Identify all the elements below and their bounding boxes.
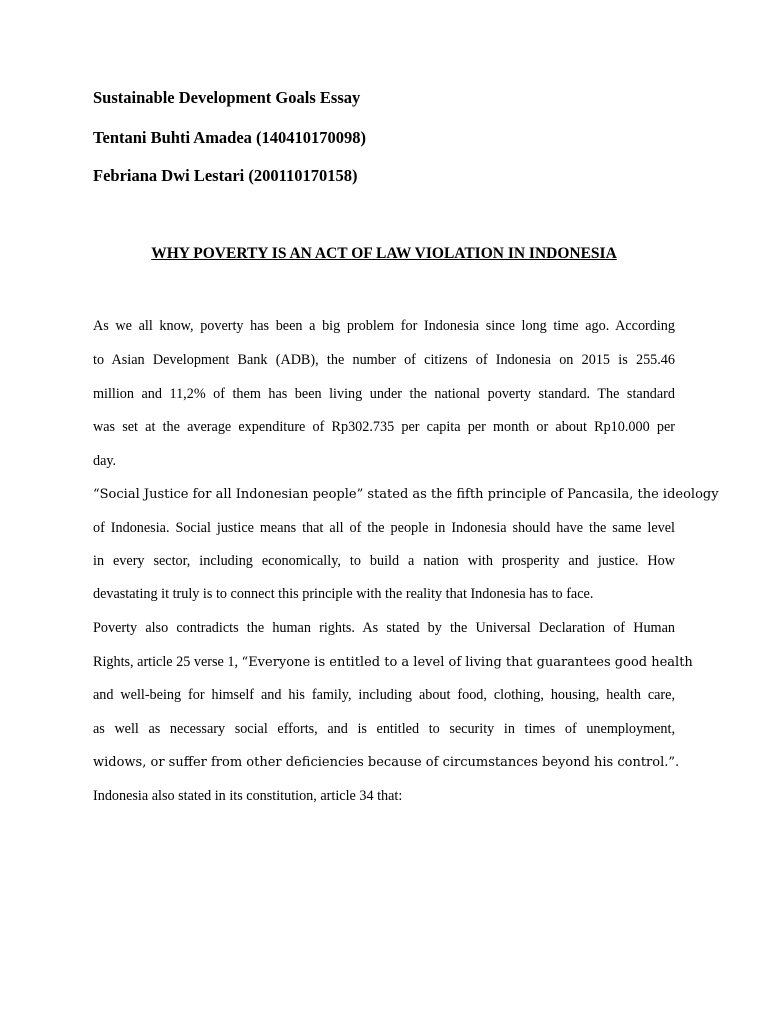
p3-line-2-lead: Rights, article 25 verse 1,	[93, 654, 242, 670]
essay-title: WHY POVERTY IS AN ACT OF LAW VIOLATION IN INDONESIA	[151, 245, 617, 262]
p1-line-2: to Asian Development Bank (ADB), the number of citizens of Indonesia on 2015 is 255.46	[93, 352, 675, 368]
p3-line-2	[93, 653, 693, 672]
p2-line-4: devastating it truly is to connect this principle with the reality that Indonesia has to face.	[93, 586, 594, 602]
p3-line-4: as well as necessary social efforts, and is entitled to security in times of unemployment,	[93, 721, 675, 737]
author-2: Febriana Dwi Lestari (200110170158)	[93, 166, 358, 185]
author-1: Tentani Buhti Amadea (140410170098)	[93, 128, 367, 147]
p3-line-2-quote: “Everyone is entitled to a level of living that guarantees good health	[241, 655, 693, 670]
p3-line-6: Indonesia also stated in its constitution, article 34 that:	[93, 788, 403, 804]
essay-category: Sustainable Development Goals Essay	[93, 88, 361, 107]
p3-line-3: and well-being for himself and his family, including about food, clothing, housing, health care,	[93, 687, 675, 703]
p2-line-1: “Social Justice for all Indonesian people” stated as the fifth principle of Pancasila, the ideology	[93, 487, 719, 502]
p2-line-2: of Indonesia. Social justice means that all of the people in Indonesia should have the same level	[93, 520, 675, 536]
p1-line-5: day.	[93, 453, 117, 469]
p1-line-1: As we all know, poverty has been a big problem for Indonesia since long time ago. According	[93, 318, 675, 334]
p3-line-1: Poverty also contradicts the human rights. As stated by the Universal Declaration of Human	[93, 620, 675, 636]
p1-line-4: was set at the average expenditure of Rp302.735 per capita per month or about Rp10.000 per	[93, 419, 675, 435]
p3-line-5: widows, or suffer from other deficiencies because of circumstances beyond his control.”.	[93, 755, 680, 770]
p2-line-3: in every sector, including economically, to build a nation with prosperity and justice. How	[93, 553, 675, 569]
p1-line-3: million and 11,2% of them has been living under the national poverty standard. The standard	[93, 386, 675, 402]
